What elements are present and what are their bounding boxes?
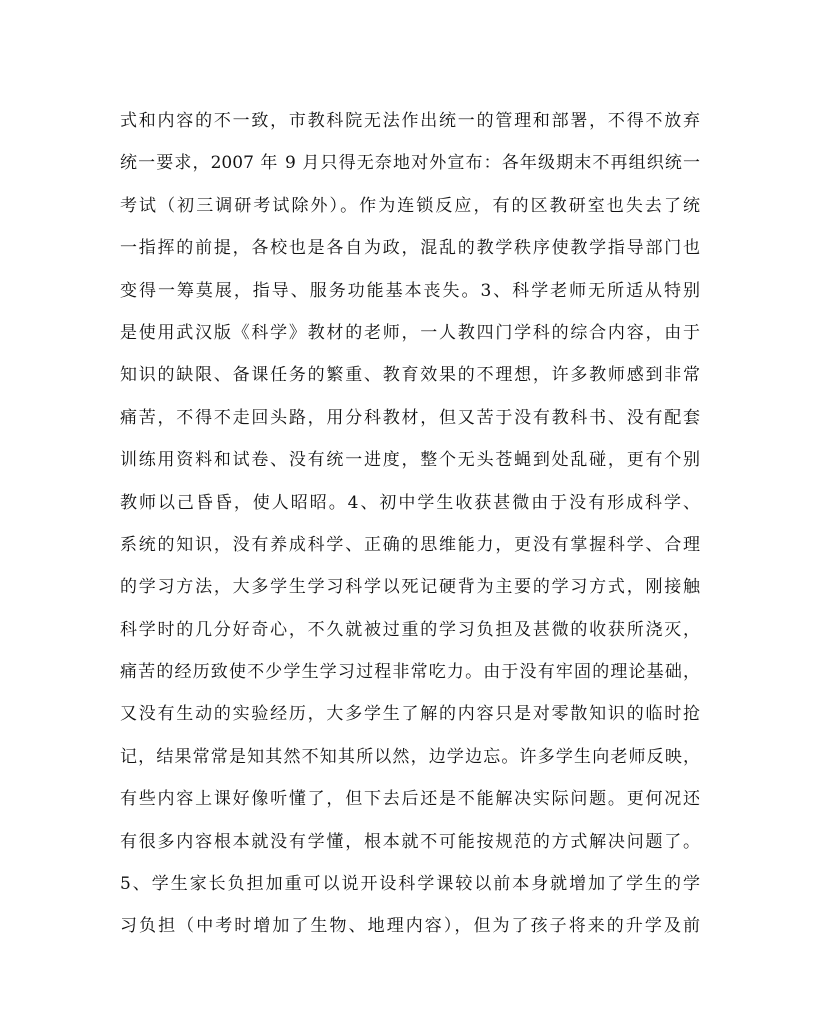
text-line: 有些内容上课好像听懂了，但下去后还是不能解决实际问题。更何况还 xyxy=(120,789,700,810)
text-line: 又没有生动的实验经历，大多学生了解的内容只是对零散知识的临时抢 xyxy=(120,704,700,725)
text-line: 习负担（中考时增加了生物、地理内容），但为了孩子将来的升学及前 xyxy=(120,916,700,937)
text-line: 科学时的几分好奇心，不久就被过重的学习负担及甚微的收获所浇灭， xyxy=(120,619,700,640)
text-line: 记，结果常常是知其然不知其所以然，边学边忘。许多学生向老师反映， xyxy=(120,746,700,767)
text-line: 痛苦，不得不走回头路，用分科教材，但又苦于没有教科书、没有配套 xyxy=(120,407,700,428)
text-line: 5、学生家长负担加重可以说开设科学课较以前本身就增加了学生的学 xyxy=(120,874,700,895)
text-line: 教师以己昏昏，使人昭昭。4、初中学生收获甚微由于没有形成科学、 xyxy=(120,492,700,513)
text-line: 式和内容的不一致，市教科院无法作出统一的管理和部署，不得不放弃 xyxy=(120,111,700,131)
text-line: 知识的缺限、备课任务的繁重、教育效果的不理想，许多教师感到非常 xyxy=(120,365,700,386)
text-line: 训练用资料和试卷、没有统一进度，整个无头苍蝇到处乱碰，更有个别 xyxy=(120,450,700,471)
text-line: 的学习方法，大多学生学习科学以死记硬背为主要的学习方式，刚接触 xyxy=(120,577,700,598)
text-line: 考试（初三调研考试除外）。作为连锁反应，有的区教研室也失去了统 xyxy=(120,195,700,216)
text-line: 有很多内容根本就没有学懂，根本就不可能按规范的方式解决问题了。 xyxy=(120,831,700,852)
text-line: 变得一筹莫展，指导、服务功能基本丧失。3、科学老师无所适从特别 xyxy=(120,280,700,301)
body-text xyxy=(120,100,700,948)
text-line: 统一要求，2007 年 9 月只得无奈地对外宣布：各年级期末不再组织统一 xyxy=(120,153,700,174)
text-line: 痛苦的经历致使不少学生学习过程非常吃力。由于没有牢固的理论基础， xyxy=(120,662,700,683)
text-line: 一指挥的前提，各校也是各自为政，混乱的教学秩序使教学指导部门也 xyxy=(120,238,700,259)
text-line: 是使用武汉版《科学》教材的老师，一人教四门学科的综合内容，由于 xyxy=(120,322,700,343)
text-line: 系统的知识，没有养成科学、正确的思维能力，更没有掌握科学、合理 xyxy=(120,534,700,555)
